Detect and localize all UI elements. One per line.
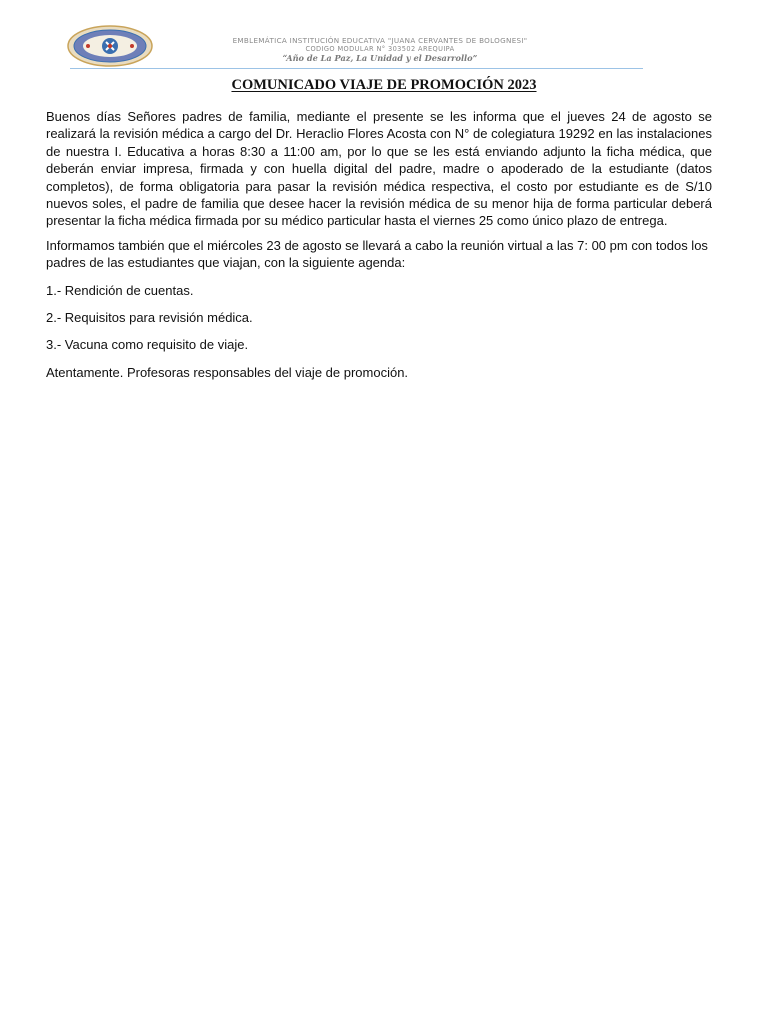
document-body bbox=[46, 108, 712, 391]
agenda-item: 3.- Vacuna como requisito de viaje. bbox=[46, 337, 249, 353]
paragraph-meeting: Informamos también que el miércoles 23 de agosto se llevará a cabo la reunión virtual a las 7: 00 pm con todos los padres de las estudiantes que viajan, con la siguiente agenda: bbox=[46, 237, 708, 271]
header-divider bbox=[70, 68, 643, 69]
closing-signature: Atentamente. Profesoras responsables del viaje de promoción. bbox=[46, 364, 409, 380]
document-title bbox=[0, 77, 768, 94]
institution-name: EMBLEMÁTICA INSTITUCIÓN EDUCATIVA "JUANA CERVANTES DE BOLOGNESI" bbox=[232, 36, 528, 45]
letterhead-text bbox=[200, 37, 560, 63]
paragraph-medical-review: Buenos días Señores padres de familia, mediante el presente se les informa que el jueves 24 de agosto se realizará la revisión médica a cargo del Dr. Heraclio Flores Acosta con N° de colegiatura 19292 en las instalaciones de nuestra I. Educativa a horas 8:30 a 11:00 am, por lo que se les está enviando adjunto la ficha médica, que deberán enviar impresa, firmada y con huella digital del padre, madre o apoderado de la estudiante (datos completos), de forma obligatoria para pasar la revisión médica respectiva, el costo por estudiante es de S/10 nuevos soles, el padre de familia que desee hacer la revisión médica de su menor hija de forma particular deberá presentar la ficha médica firmada por su médico particular hasta el viernes 25 como único plazo de entrega. bbox=[46, 109, 712, 229]
modular-code: CODIGO MODULAR N° 303502 AREQUIPA bbox=[305, 45, 455, 53]
agenda-item: 2.- Requisitos para revisión médica. bbox=[46, 310, 253, 326]
letterhead bbox=[0, 0, 768, 80]
school-crest-icon bbox=[66, 24, 154, 68]
agenda-item: 1.- Rendición de cuentas. bbox=[46, 282, 194, 298]
document-title-text: COMUNICADO VIAJE DE PROMOCIÓN 2023 bbox=[231, 77, 537, 93]
year-motto: “Año de La Paz, La Unidad y el Desarrollo” bbox=[282, 53, 478, 63]
